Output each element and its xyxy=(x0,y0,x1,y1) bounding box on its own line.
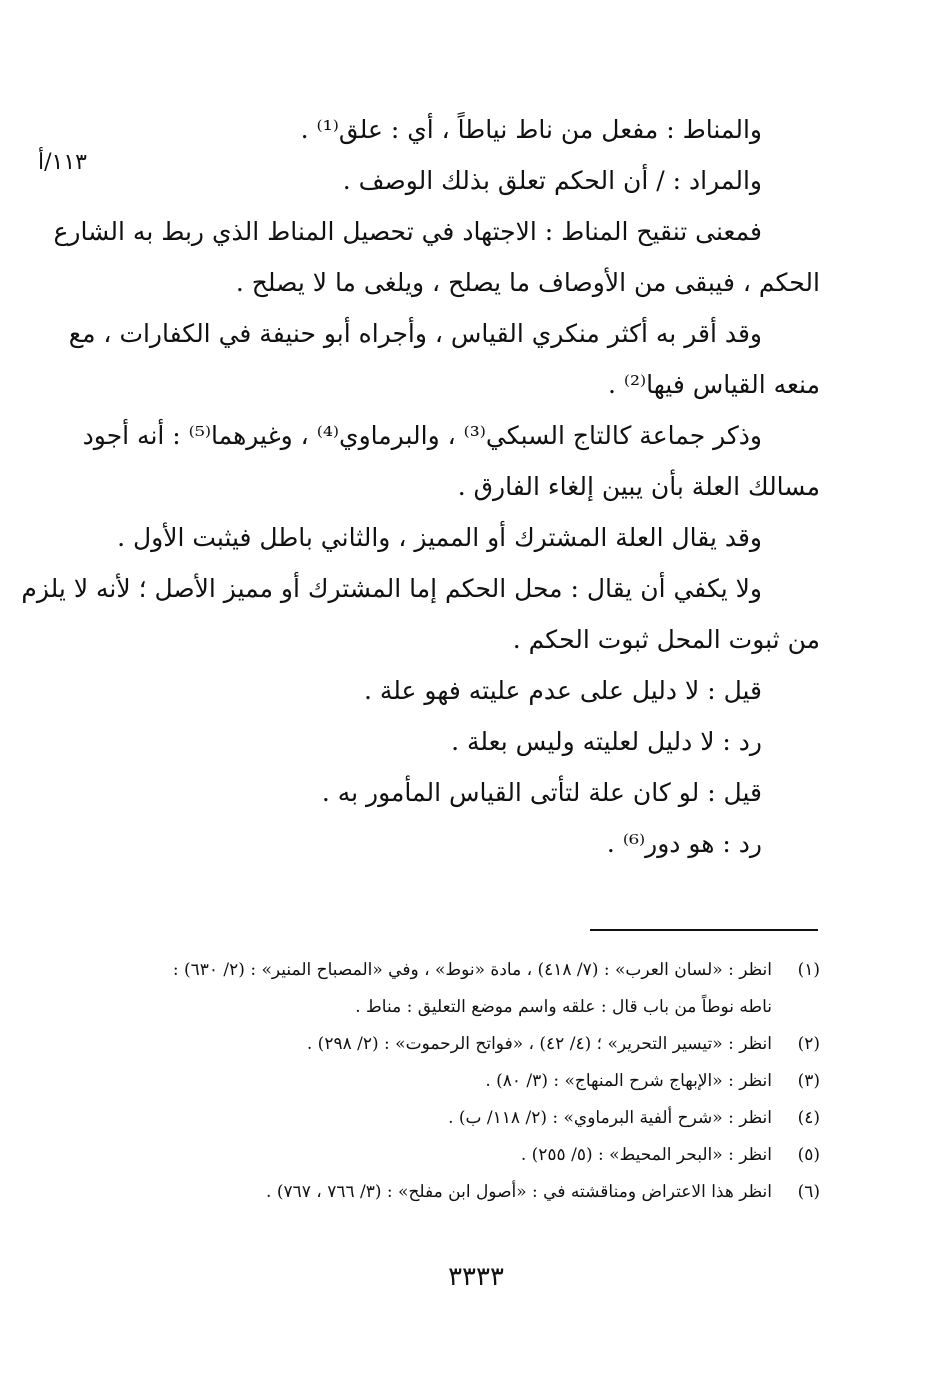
footnote-text: انظر : «شرح ألفية البرماوي» : (٢/ ١١٨/ ب) . xyxy=(448,1108,772,1128)
footnote-text: انظر : «تيسير التحرير» ؛ (٤/ ٤٢) ، «فواتح الرحموت» : (٢/ ٢٩٨) . xyxy=(306,1034,772,1054)
text-line: مسالك العلة بأن يبين إلغاء الفارق . xyxy=(457,472,820,501)
footnote-separator xyxy=(590,929,818,931)
footnote-text: انظر : «لسان العرب» : (٧/ ٤١٨) ، مادة «نوط» ، وفي «المصباح المنير» : (٢/ ٦٣٠) : xyxy=(172,960,772,980)
footnotes xyxy=(110,952,820,1211)
footnote-number: (١) xyxy=(797,960,820,980)
text-line: ولا يكفي أن يقال : محل الحكم إما المشترك أو مميز الأصل ؛ لأنه لا يلزم xyxy=(21,574,762,603)
footnote-text: انظر هذا الاعتراض ومناقشته في : «أصول ابن مفلح» : (٣/ ٧٦٦ ، ٧٦٧) . xyxy=(266,1182,772,1202)
text-line: وقد أقر به أكثر منكري القياس ، وأجراه أبو حنيفة في الكفارات ، مع xyxy=(68,319,762,348)
text-line: قيل : لا دليل على عدم عليته فهو علة . xyxy=(363,676,762,705)
footnote-number: (٤) xyxy=(797,1108,820,1128)
text-line: رد : لا دليل لعليته وليس بعلة . xyxy=(451,727,762,756)
footnote xyxy=(110,952,820,989)
page-number: ٣٣٣٣ xyxy=(448,1262,504,1292)
footnote xyxy=(110,1137,820,1174)
text-line: والمراد : / أن الحكم تعلق بذلك الوصف . xyxy=(342,166,762,195)
text-line: فمعنى تنقيح المناط : الاجتهاد في تحصيل المناط الذي ربط به الشارع xyxy=(53,217,762,246)
text-line: منعه القياس فيها⁽²⁾ . xyxy=(607,370,820,399)
text-line: الحكم ، فيبقى من الأوصاف ما يصلح ، ويلغى ما لا يصلح . xyxy=(235,268,820,297)
text-line: وقد يقال العلة المشترك أو المميز ، والثاني باطل فيثبت الأول . xyxy=(117,523,762,552)
footnote xyxy=(110,1100,820,1137)
footnote xyxy=(110,1026,820,1063)
footnote-number: (٥) xyxy=(797,1145,820,1165)
footnote-number: (٦) xyxy=(797,1182,820,1202)
footnote-text: انظر : «البحر المحيط» : (٥/ ٢٥٥) . xyxy=(520,1145,772,1165)
text-line: رد : هو دور⁽⁶⁾ . xyxy=(606,829,762,858)
footnote-continuation: ناطه نوطاً من باب قال : علقه واسم موضع التعليق : مناط . xyxy=(355,997,772,1017)
footnote-number: (٢) xyxy=(797,1034,820,1054)
text-line: والمناط : مفعل من ناط نياطاً ، أي : علق⁽¹⁾ . xyxy=(300,115,762,144)
text-line: وذكر جماعة كالتاج السبكي⁽³⁾ ، والبرماوي⁽⁴⁾ ، وغيرهما⁽⁵⁾ : أنه أجود xyxy=(82,421,762,450)
footnote xyxy=(110,1063,820,1100)
text-line: قيل : لو كان علة لتأتى القياس المأمور به . xyxy=(321,778,762,807)
footnote xyxy=(110,1174,820,1211)
footnote-text: انظر : «الإبهاج شرح المنهاج» : (٣/ ٨٠) . xyxy=(485,1071,772,1091)
footnote-number: (٣) xyxy=(797,1071,820,1091)
text-line: من ثبوت المحل ثبوت الحكم . xyxy=(512,625,820,654)
manuscript-folio-note: ١١٣/أ xyxy=(38,150,87,175)
